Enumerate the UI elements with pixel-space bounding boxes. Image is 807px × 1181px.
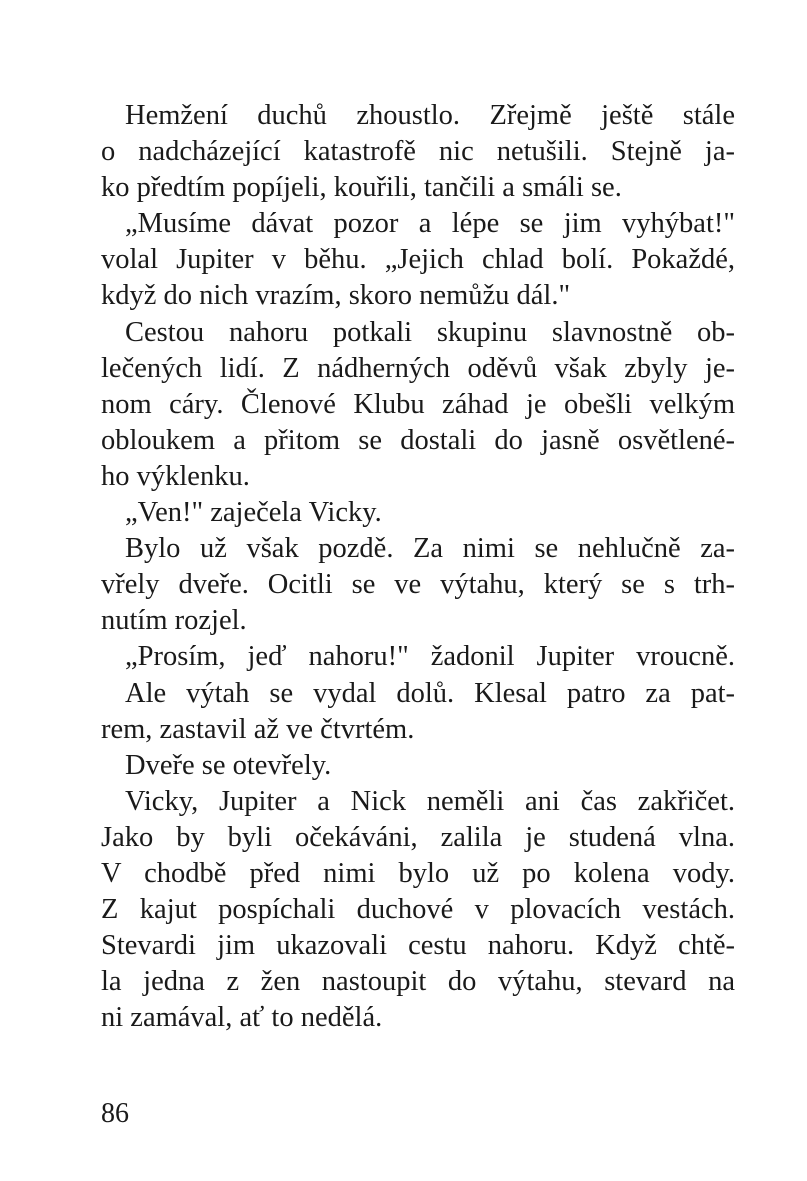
text-line: „Prosím, jeď nahoru!" žadonil Jupiter vroucně.	[125, 641, 735, 673]
text-line: nutím rozjel.	[101, 605, 247, 637]
text-line: Dveře se otevřely.	[125, 749, 332, 781]
text-line: ho výklenku.	[101, 460, 250, 492]
text-line: Bylo už však pozdě. Za nimi se nehlučně za-	[125, 533, 735, 565]
body-text	[101, 98, 735, 1036]
text-line: nom cáry. Členové Klubu záhad je obešli velkým	[101, 388, 735, 420]
text-line: ni zamával, ať to nedělá.	[101, 1002, 383, 1034]
text-line: V chodbě před nimi bylo už po kolena vody.	[101, 857, 735, 889]
text-line: když do nich vrazím, skoro nemůžu dál."	[101, 280, 571, 312]
text-line: la jedna z žen nastoupit do výtahu, stevard na	[101, 966, 735, 998]
text-line: lečených lidí. Z nádherných oděvů však zbyly je-	[101, 352, 735, 384]
text-line: Jako by byli očekáváni, zalila je studená vlna.	[101, 821, 735, 853]
text-line: „Musíme dávat pozor a lépe se jim vyhýbat!"	[125, 208, 735, 240]
text-line: Ale výtah se vydal dolů. Klesal patro za pat-	[125, 677, 735, 709]
page-number: 86	[101, 1098, 129, 1129]
text-line: vřely dveře. Ocitli se ve výtahu, který se s trh-	[101, 569, 735, 601]
text-line: obloukem a přitom se dostali do jasně osvětlené-	[101, 424, 735, 456]
text-line: Z kajut pospíchali duchové v plovacích vestách.	[101, 894, 735, 926]
text-line: Vicky, Jupiter a Nick neměli ani čas zakřičet.	[125, 785, 735, 817]
text-line: rem, zastavil až ve čtvrtém.	[101, 713, 415, 745]
text-line: Cestou nahoru potkali skupinu slavnostně ob-	[125, 316, 735, 348]
text-line: Stevardi jim ukazovali cestu nahoru. Když chtě-	[101, 930, 735, 962]
text-line: o nadcházející katastrofě nic netušili. Stejně ja-	[101, 136, 735, 168]
text-line: ko předtím popíjeli, kouřili, tančili a smáli se.	[101, 172, 622, 204]
text-line: Hemžení duchů zhoustlo. Zřejmě ještě stále	[125, 100, 735, 131]
text-line: volal Jupiter v běhu. „Jejich chlad bolí. Pokaždé,	[101, 244, 735, 276]
text-line: „Ven!" zaječela Vicky.	[125, 497, 382, 529]
